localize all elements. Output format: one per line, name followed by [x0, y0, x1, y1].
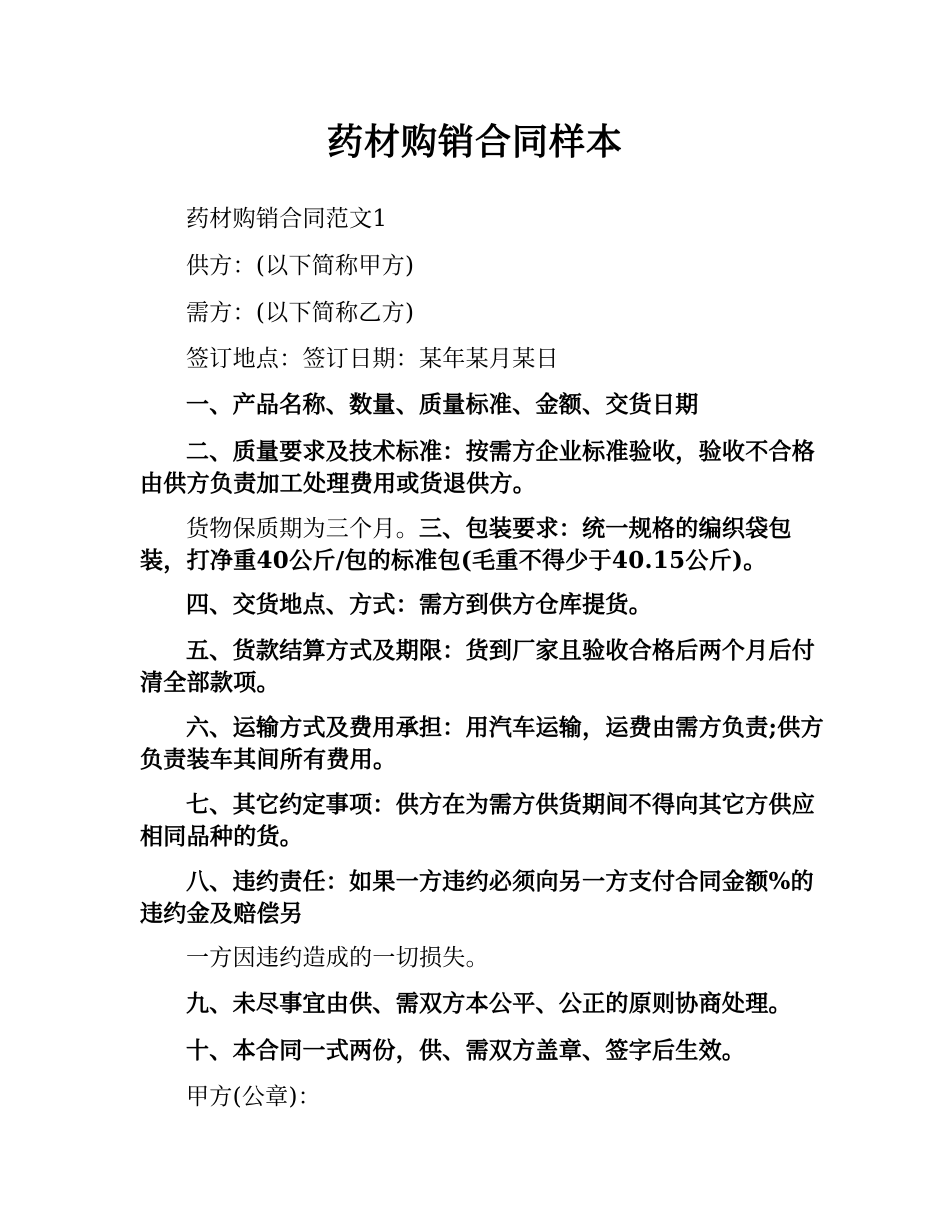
document-title: 药材购销合同样本	[326, 121, 623, 163]
clause-6-transport: 六、运输方式及费用承担：用汽车运输，运费由需方负责;供方负责装车其间所有费用。	[140, 714, 824, 773]
clause-1-product: 一、产品名称、数量、质量标准、金额、交货日期	[186, 391, 699, 418]
clause-9-unresolved: 九、未尽事宜由供、需双方本公平、公正的原则协商处理。	[186, 990, 792, 1017]
clause-10-effect: 十、本合同一式两份，供、需双方盖章、签字后生效。	[186, 1037, 746, 1064]
clause-4-delivery: 四、交货地点、方式：需方到供方仓库提货。	[186, 591, 652, 618]
clause-2-quality: 二、质量要求及技术标准：按需方企业标准验收，验收不合格由供方负责加工处理费用或货退供方。	[140, 438, 816, 497]
paragraph-sample-heading: 药材购销合同范文1	[186, 206, 388, 232]
clause-7-other: 七、其它约定事项：供方在为需方供货期间不得向其它方供应相同品种的货。	[140, 791, 816, 850]
paragraph-supplier: 供方：(以下简称甲方)	[186, 253, 415, 279]
clause-5-payment: 五、货款结算方式及期限：货到厂家且验收合格后两个月后付清全部款项。	[140, 637, 816, 696]
packaging-text: 三、包装要求：统一规格的编织袋包装，打净重40公斤/包的标准包(毛重不得少于40.15公斤)。	[140, 515, 792, 574]
clause-8-continued: 一方因违约造成的一切损失。	[186, 945, 489, 971]
paragraph-buyer: 需方：(以下简称乙方)	[186, 300, 415, 326]
paragraph-signing-info: 签订地点：签订日期：某年某月某日	[186, 346, 559, 372]
clause-8-liability: 八、违约责任：如果一方违约必须向另一方支付合同金额%的违约金及赔偿另	[140, 868, 814, 927]
party-a-seal: 甲方(公章)：	[186, 1084, 322, 1110]
clause-3-packaging	[140, 513, 830, 577]
shelf-life-text: 货物保质期为三个月。	[186, 516, 419, 542]
